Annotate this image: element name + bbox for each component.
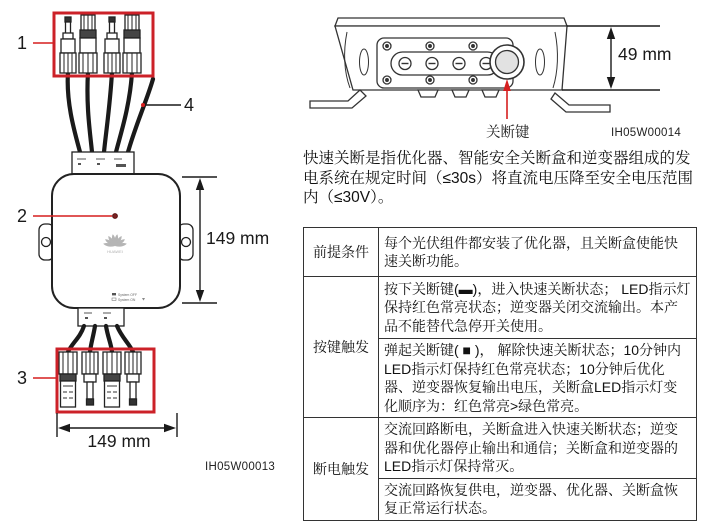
disconnect-button-label: 关断键: [486, 125, 530, 141]
cell-precondition: 每个光伏组件都安装了优化器，且关断盒使能快速关断功能。: [379, 228, 697, 277]
row-label-key-trigger: 按键触发: [304, 277, 379, 418]
mc4-connector: [60, 15, 141, 73]
table-row: [304, 277, 697, 339]
led-indicator: [113, 214, 118, 219]
cell-power-off: 交流回路断电，关断盒进入快速关断状态；逆变器和优化器停止输出和通信；关断盒和逆变器的LED指示灯保持常灭。: [379, 418, 697, 479]
status-off-label: System OFF: [118, 293, 138, 297]
cell-key-trigger-press: 按下关断键(▬)，进入快速关断状态； LED指示灯保持红色常亮状态；逆变器关闭交流输出。本产品不能替代急停开关使用。: [379, 277, 697, 339]
status-on-label: System ON: [118, 298, 136, 302]
table-row: [304, 228, 697, 277]
trigger-condition-table: [303, 227, 697, 521]
side-height-dimension-label: 49 mm: [618, 44, 672, 64]
front-width-dimension-label: 149 mm: [87, 431, 151, 451]
callout-2: 2: [17, 206, 28, 226]
cell-key-trigger-release: 弹起关断键( ■ )， 解除快速关断状态；10分钟内LED指示灯保持红色常亮状态；10分钟后优化器、逆变器恢复输出电压，关断盒LED指示灯变化顺序为：红色常亮>绿色常亮。: [379, 339, 697, 418]
input-terminal-block: [72, 152, 134, 174]
dc-cable: [68, 72, 153, 152]
row-label-precondition: 前提条件: [304, 228, 379, 277]
table-row: [304, 418, 697, 479]
callout-1: 1: [17, 33, 28, 53]
mc4-connector: [59, 352, 141, 407]
cell-power-restore: 交流回路恢复供电，逆变器、优化器、关断盒恢复正常运行状态。: [379, 478, 697, 520]
front-figure-id: IH05W00013: [205, 461, 276, 473]
output-terminal-block: [78, 308, 124, 326]
row-label-power-off-trigger: 断电触发: [304, 418, 379, 521]
brand-label: HUAWEI: [107, 249, 123, 254]
side-figure-id: IH05W00014: [611, 127, 682, 139]
front-height-dimension-label: 149 mm: [206, 228, 270, 248]
callout-3: 3: [17, 368, 28, 388]
quick-shutdown-intro: 快速关断是指优化器、智能安全关断盒和逆变器组成的发电系统在规定时间（≤30s）将直流电压降至安全电压范围内（≤30V）。: [303, 150, 693, 206]
enclosure-side-view: [335, 18, 567, 97]
disconnect-button: [490, 45, 524, 79]
callout-4: 4: [184, 95, 195, 115]
